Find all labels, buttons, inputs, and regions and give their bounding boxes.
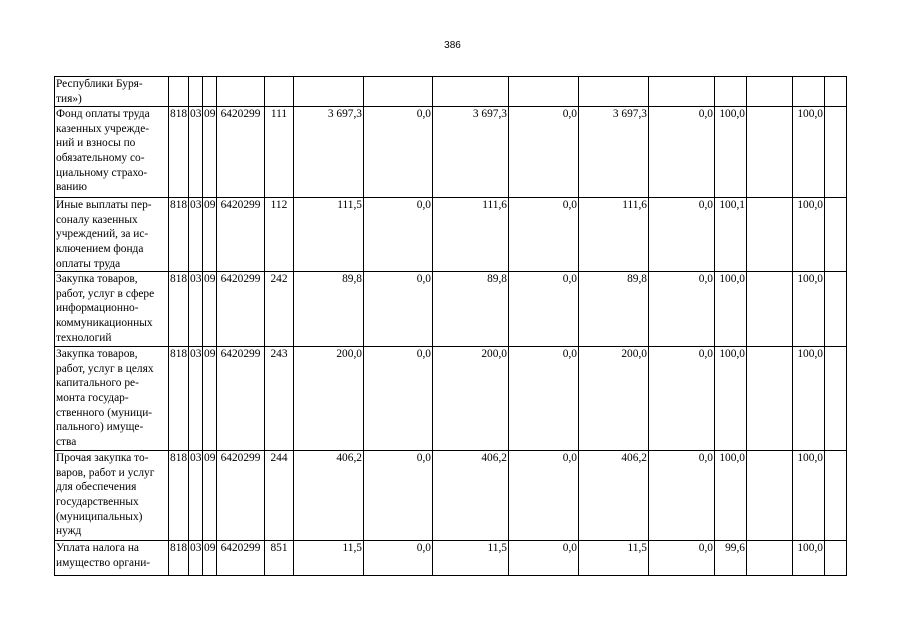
ministry-code-cell: 818 xyxy=(169,198,189,272)
table-row xyxy=(55,107,847,198)
section-code-cell: 03 xyxy=(189,451,203,541)
amount-5-cell: 111,6 xyxy=(579,198,649,272)
table-row xyxy=(55,272,847,347)
row-name-cell: Фонд оплаты труда казенных учрежде- ний и взносы по обязательному со- циальному страхо- ванию xyxy=(55,107,169,198)
amount-3-cell: 89,8 xyxy=(433,272,509,347)
amount-1-cell: 3 697,3 xyxy=(294,107,364,198)
percent-1-cell: 100,0 xyxy=(715,347,747,451)
amount-4-cell: 0,0 xyxy=(509,272,579,347)
percent-3-cell: 100,0 xyxy=(793,347,825,451)
target-article-code-cell: 6420299 xyxy=(217,541,265,576)
target-article-code-cell: 6420299 xyxy=(217,272,265,347)
section-code-cell: 03 xyxy=(189,107,203,198)
amount-4-cell: 0,0 xyxy=(509,541,579,576)
amount-6-cell: 0,0 xyxy=(649,272,715,347)
row-name-cell: Республики Буря- тия») xyxy=(55,77,169,107)
ministry-code-cell: 818 xyxy=(169,272,189,347)
row-name-cell: Закупка товаров, работ, услуг в сфере информационно- коммуникационных технологий xyxy=(55,272,169,347)
percent-4-cell xyxy=(825,347,847,451)
amount-2-cell: 0,0 xyxy=(364,198,433,272)
percent-1-cell: 100,0 xyxy=(715,107,747,198)
amount-4-cell: 0,0 xyxy=(509,451,579,541)
expense-type-code-cell: 111 xyxy=(265,107,294,198)
row-name-cell: Уплата налога на имущество органи- xyxy=(55,541,169,576)
ministry-code-cell: 818 xyxy=(169,107,189,198)
amount-4-cell: 0,0 xyxy=(509,107,579,198)
section-code-cell: 03 xyxy=(189,347,203,451)
percent-3-cell: 100,0 xyxy=(793,541,825,576)
percent-2-cell xyxy=(747,347,793,451)
amount-3-cell: 111,6 xyxy=(433,198,509,272)
expense-type-code-cell: 243 xyxy=(265,347,294,451)
section-code-cell: 03 xyxy=(189,272,203,347)
section-code-cell: 03 xyxy=(189,198,203,272)
percent-4-cell xyxy=(825,272,847,347)
section-code-cell: 03 xyxy=(189,541,203,576)
amount-5-cell: 3 697,3 xyxy=(579,107,649,198)
expense-type-code-cell xyxy=(265,77,294,107)
amount-3-cell: 3 697,3 xyxy=(433,107,509,198)
percent-4-cell xyxy=(825,198,847,272)
subsection-code-cell: 09 xyxy=(203,347,217,451)
percent-3-cell xyxy=(793,77,825,107)
section-code-cell xyxy=(189,77,203,107)
percent-2-cell xyxy=(747,272,793,347)
amount-6-cell: 0,0 xyxy=(649,347,715,451)
table-row xyxy=(55,77,847,107)
amount-3-cell: 406,2 xyxy=(433,451,509,541)
table-row xyxy=(55,541,847,576)
target-article-code-cell: 6420299 xyxy=(217,347,265,451)
amount-1-cell: 406,2 xyxy=(294,451,364,541)
amount-1-cell: 11,5 xyxy=(294,541,364,576)
percent-2-cell xyxy=(747,198,793,272)
percent-1-cell: 100,0 xyxy=(715,272,747,347)
amount-5-cell: 406,2 xyxy=(579,451,649,541)
amount-4-cell: 0,0 xyxy=(509,347,579,451)
percent-1-cell: 99,6 xyxy=(715,541,747,576)
percent-3-cell: 100,0 xyxy=(793,451,825,541)
amount-6-cell xyxy=(649,77,715,107)
subsection-code-cell xyxy=(203,77,217,107)
table-row xyxy=(55,451,847,541)
expense-type-code-cell: 851 xyxy=(265,541,294,576)
budget-table xyxy=(54,76,847,576)
amount-2-cell: 0,0 xyxy=(364,451,433,541)
target-article-code-cell xyxy=(217,77,265,107)
ministry-code-cell: 818 xyxy=(169,451,189,541)
target-article-code-cell: 6420299 xyxy=(217,107,265,198)
row-name-cell: Иные выплаты пер- соналу казенных учреждений, за ис- ключением фонда оплаты труда xyxy=(55,198,169,272)
amount-3-cell: 200,0 xyxy=(433,347,509,451)
ministry-code-cell xyxy=(169,77,189,107)
percent-1-cell: 100,1 xyxy=(715,198,747,272)
amount-2-cell: 0,0 xyxy=(364,541,433,576)
percent-1-cell xyxy=(715,77,747,107)
amount-2-cell: 0,0 xyxy=(364,272,433,347)
table-row xyxy=(55,347,847,451)
percent-2-cell xyxy=(747,541,793,576)
target-article-code-cell: 6420299 xyxy=(217,198,265,272)
expense-type-code-cell: 112 xyxy=(265,198,294,272)
percent-3-cell: 100,0 xyxy=(793,198,825,272)
row-name-cell: Прочая закупка то- варов, работ и услуг для обеспечения государственных (муниципальных) нужд xyxy=(55,451,169,541)
amount-4-cell xyxy=(509,77,579,107)
percent-2-cell xyxy=(747,451,793,541)
percent-4-cell xyxy=(825,451,847,541)
subsection-code-cell: 09 xyxy=(203,451,217,541)
ministry-code-cell: 818 xyxy=(169,541,189,576)
page-number: 386 xyxy=(444,40,461,51)
amount-1-cell: 200,0 xyxy=(294,347,364,451)
amount-6-cell: 0,0 xyxy=(649,198,715,272)
amount-2-cell xyxy=(364,77,433,107)
amount-3-cell xyxy=(433,77,509,107)
row-name-cell: Закупка товаров, работ, услуг в целях капитального ре- монта государ- ственного (муници- пального) имуще- ства xyxy=(55,347,169,451)
expense-type-code-cell: 242 xyxy=(265,272,294,347)
amount-5-cell: 200,0 xyxy=(579,347,649,451)
amount-6-cell: 0,0 xyxy=(649,107,715,198)
amount-3-cell: 11,5 xyxy=(433,541,509,576)
amount-6-cell: 0,0 xyxy=(649,541,715,576)
subsection-code-cell: 09 xyxy=(203,541,217,576)
percent-1-cell: 100,0 xyxy=(715,451,747,541)
subsection-code-cell: 09 xyxy=(203,272,217,347)
subsection-code-cell: 09 xyxy=(203,198,217,272)
expense-type-code-cell: 244 xyxy=(265,451,294,541)
amount-5-cell: 89,8 xyxy=(579,272,649,347)
amount-1-cell: 111,5 xyxy=(294,198,364,272)
target-article-code-cell: 6420299 xyxy=(217,451,265,541)
amount-1-cell: 89,8 xyxy=(294,272,364,347)
percent-3-cell: 100,0 xyxy=(793,272,825,347)
table-row xyxy=(55,198,847,272)
amount-2-cell: 0,0 xyxy=(364,347,433,451)
subsection-code-cell: 09 xyxy=(203,107,217,198)
amount-4-cell: 0,0 xyxy=(509,198,579,272)
percent-3-cell: 100,0 xyxy=(793,107,825,198)
ministry-code-cell: 818 xyxy=(169,347,189,451)
amount-2-cell: 0,0 xyxy=(364,107,433,198)
amount-5-cell: 11,5 xyxy=(579,541,649,576)
percent-4-cell xyxy=(825,541,847,576)
percent-2-cell xyxy=(747,77,793,107)
percent-2-cell xyxy=(747,107,793,198)
amount-5-cell xyxy=(579,77,649,107)
percent-4-cell xyxy=(825,77,847,107)
amount-6-cell: 0,0 xyxy=(649,451,715,541)
percent-4-cell xyxy=(825,107,847,198)
amount-1-cell xyxy=(294,77,364,107)
